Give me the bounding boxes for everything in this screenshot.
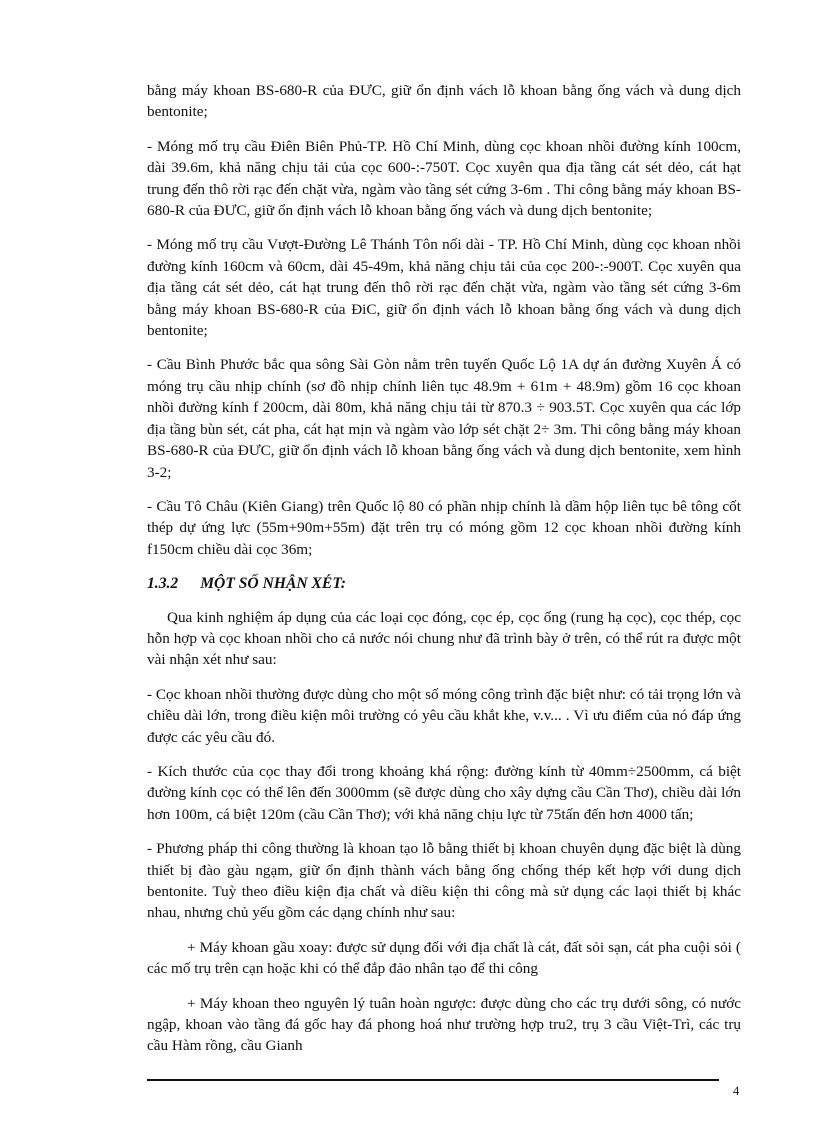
section-title: MỘT SỐ NHẬN XÉT:	[200, 575, 346, 593]
section-heading	[147, 573, 741, 594]
section-number: 1.3.2	[147, 575, 179, 593]
paragraph-remark-usage: - Cọc khoan nhồi thường được dùng cho một số móng công trình đặc biệt như: có tải trọng lớn và chiều dài lớn, trong điều kiện môi trường có yêu cầu khắt khe, v.v... . Vì ưu điểm của nó đáp ứng được các yêu cầu đó.	[147, 685, 741, 746]
paragraph-dien-bien-phu-bridge: - Móng mố trụ cầu Điên Biên Phủ-TP. Hồ Chí Minh, dùng cọc khoan nhồi đường kính 100cm, dài 39.6m, khả năng chịu tải của cọc 600-:-750T. Cọc xuyên qua địa tầng cát sét dẻo, cát hạt trung đến thô rời rạc đến chặt vừa, ngàm vào tầng sét cứng 3-6m . Thi công bằng máy khoan BS-680-R của ĐƯC, giữ ổn định vách lỗ khoan bằng ống vách và dung dịch bentonite;	[147, 137, 741, 220]
paragraph-reverse-circulation-drill: + Máy khoan theo nguyên lý tuân hoàn ngược: được dùng cho các trụ dưới sông, có nước ngập, khoan vào tầng đá gốc hay đá phong hoá như trường hợp tru2, trụ 3 cầu Việt-Trì, các trụ cầu Hàm rồng, cầu Gianh	[147, 994, 741, 1055]
paragraph-rotary-bucket-drill: + Máy khoan gầu xoay: được sử dụng đối với địa chất là cát, đất sỏi sạn, cát pha cuội sỏi ( các mố trụ trên cạn hoặc khi có thể đắp đảo nhân tạo để thi công	[147, 938, 741, 978]
footer-rule	[147, 1079, 719, 1081]
paragraph-remark-method: - Phương pháp thi công thường là khoan tạo lỗ bằng thiết bị khoan chuyên dụng đặc biệt là dùng thiết bị đào gàu ngạm, giữ ổn định thành vách bằng ống chống thép kết hợp với dung dịch bentonite. Tuỳ theo điều kiện địa chất và diều kiện thi công mà sử dụng các laọi thiết bị khác nhau, nhưng chủ yếu gồm các dạng chính như sau:	[147, 840, 741, 922]
paragraph-intro: Qua kinh nghiệm áp dụng của các loại cọc đóng, cọc ép, cọc ống (rung hạ cọc), cọc thép, cọc hỗn hợp và cọc khoan nhồi cho cả nước nói chung như đã trình bày ở trên, có thể rút ra được một vài nhận xét như sau:	[147, 608, 741, 669]
paragraph-le-thanh-ton-overpass: - Móng mố trụ cầu Vượt-Đường Lê Thánh Tôn nối dài - TP. Hồ Chí Minh, dùng cọc khoan nhồi đường kính 160cm và 60cm, dài 45-49m, khả năng chịu tải của cọc 200-:-900T. Cọc xuyên qua địa tầng cát sét dẻo, cát hạt trung đến thô rời rạc đến chặt vừa, ngàm vào tầng sét cứng 3-6m bằng máy khoan BS-680-R của ĐiC, giữ ổn định vách lỗ khoan bằng ống vách và dung dịch bentonite;	[147, 236, 741, 340]
paragraph-to-chau-bridge: - Cầu Tô Châu (Kiên Giang) trên Quốc lộ 80 có phần nhịp chính là dầm hộp liên tục bê tông cốt thép dự ứng lực (55m+90m+55m) đặt trên trụ có móng gồm 12 cọc khoan nhồi đường kính f150cm chiều dài cọc 36m;	[147, 497, 741, 558]
paragraph-binh-phuoc-bridge: - Cầu Bình Phước bắc qua sông Sài Gòn nằm trên tuyến Quốc Lộ 1A dự án đường Xuyên Á có móng trụ cầu nhịp chính (sơ đồ nhịp chính liên tục 48.9m + 61m + 48.9m) gồm 16 cọc khoan nhồi đường kính f 200cm, dài 80m, khả năng chịu tải từ 870.3 ÷ 903.5T. Cọc xuyên qua các lớp địa tầng bùn sét, cát pha, cát hạt mịn và ngàm vào lớp sét chặt 2÷ 3m. Thi công bằng máy khoan BS-680-R của ĐƯC, giữ ổn định vách lỗ khoan bằng ống vách và dung dịch bentonite, xem hình 3-2;	[147, 356, 741, 481]
paragraph-continuation: bằng máy khoan BS-680-R của ĐƯC, giữ ổn định vách lỗ khoan bằng ống vách và dung dịch bentonite;	[147, 82, 741, 121]
page-number: 4	[733, 1084, 740, 1098]
document-body	[147, 80, 741, 1070]
paragraph-remark-dimensions: - Kích thước của cọc thay đổi trong khoảng khá rộng: đường kính từ 40mm÷2500mm, cá biệt đường kính cọc có thể lên đến 3000mm (sẽ được dùng cho xây dựng cầu Cần Thơ), chiều dài lớn hơn 100m, cá biệt 120m (cầu Cần Thơ); với khả năng chịu lực từ 75tấn đến hơn 4000 tấn;	[147, 762, 741, 823]
